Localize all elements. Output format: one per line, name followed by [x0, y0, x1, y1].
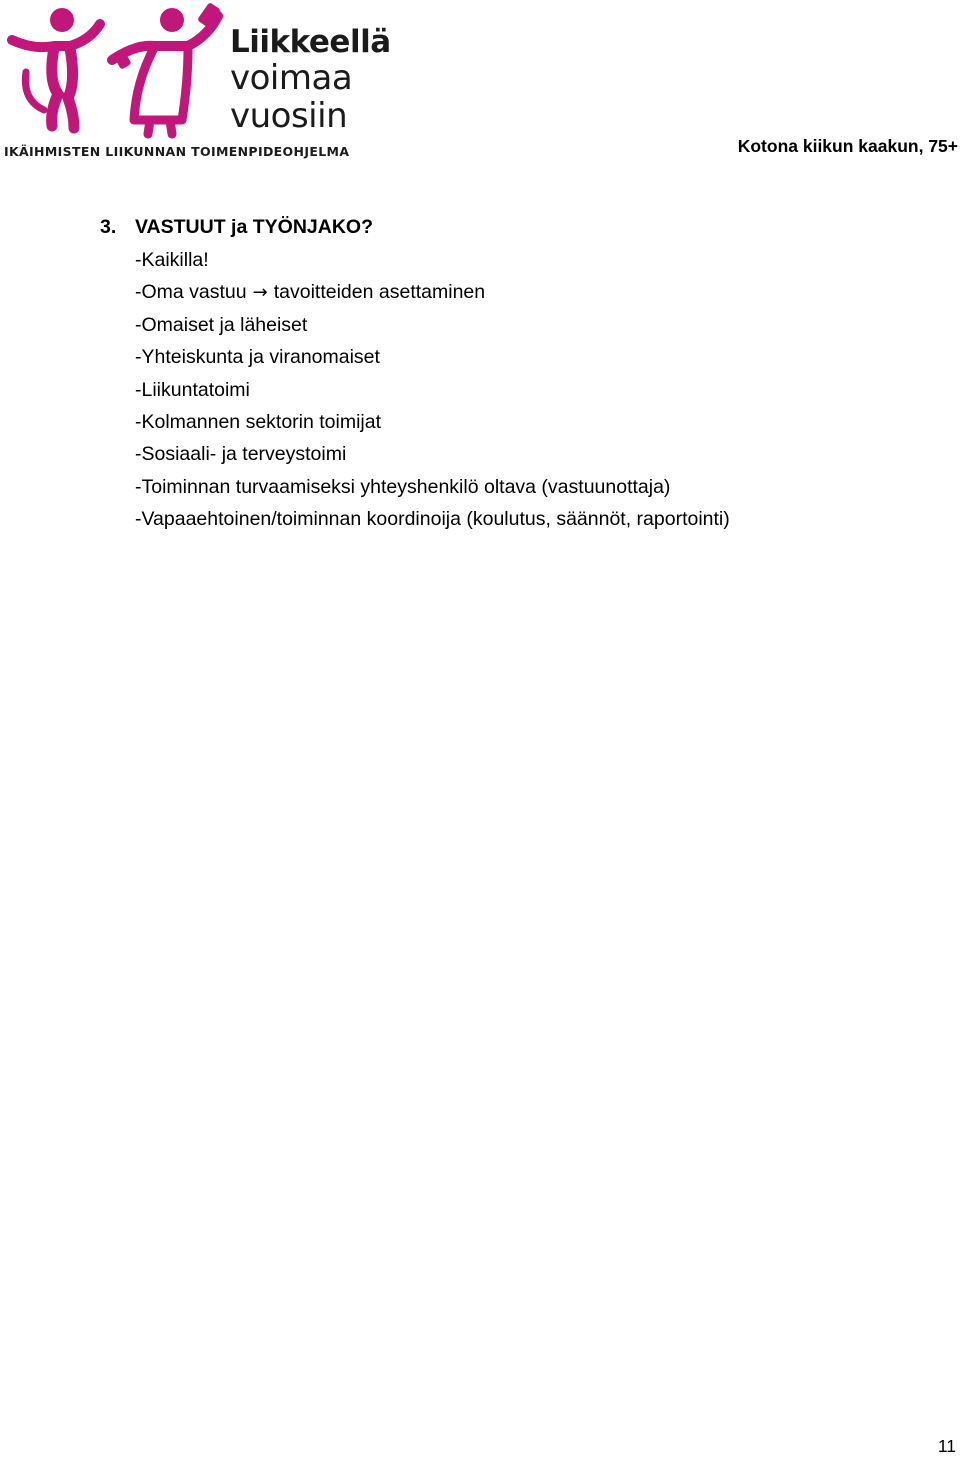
logo	[4, 2, 391, 162]
list-item: -Omaiset ja läheiset	[135, 313, 308, 336]
list-item	[135, 276, 730, 308]
responsibility-list	[135, 244, 730, 536]
logo-figures-icon	[4, 2, 228, 142]
list-item: -Yhteiskunta ja viranomaiset	[135, 346, 380, 369]
section-title: VASTUUT ja TYÖNJAKO?	[135, 216, 373, 238]
document-title: Kotona kiikun kaakun, 75+	[737, 136, 958, 156]
arrow-right-icon: →	[252, 282, 268, 304]
list-item: -Sosiaali- ja terveystoimi	[135, 443, 347, 466]
list-item: -Kaikilla!	[135, 249, 209, 271]
list-item-text: tavoitteiden asettaminen	[273, 281, 486, 304]
logo-word-1: Liikkeellä	[230, 24, 391, 60]
list-item-text: -Oma vastuu	[135, 281, 247, 304]
logo-program-name: IKÄIHMISTEN LIIKUNNAN TOIMENPIDEOHJELMA	[4, 144, 350, 159]
section-number: 3.	[100, 216, 117, 238]
logo-word-2: voimaa	[230, 58, 353, 98]
list-item: -Liikuntatoimi	[135, 378, 250, 401]
list-item: -Kolmannen sektorin toimijat	[135, 410, 382, 433]
page-number: 11	[937, 1436, 956, 1456]
list-item: -Vapaaehtoinen/toiminnan koordinoija (koulutus, säännöt, raportointi)	[135, 508, 730, 531]
logo-word-3: vuosiin	[230, 96, 348, 136]
section-heading	[100, 216, 373, 239]
list-item: -Toiminnan turvaamiseksi yhteyshenkilö oltava (vastuunottaja)	[135, 475, 671, 498]
